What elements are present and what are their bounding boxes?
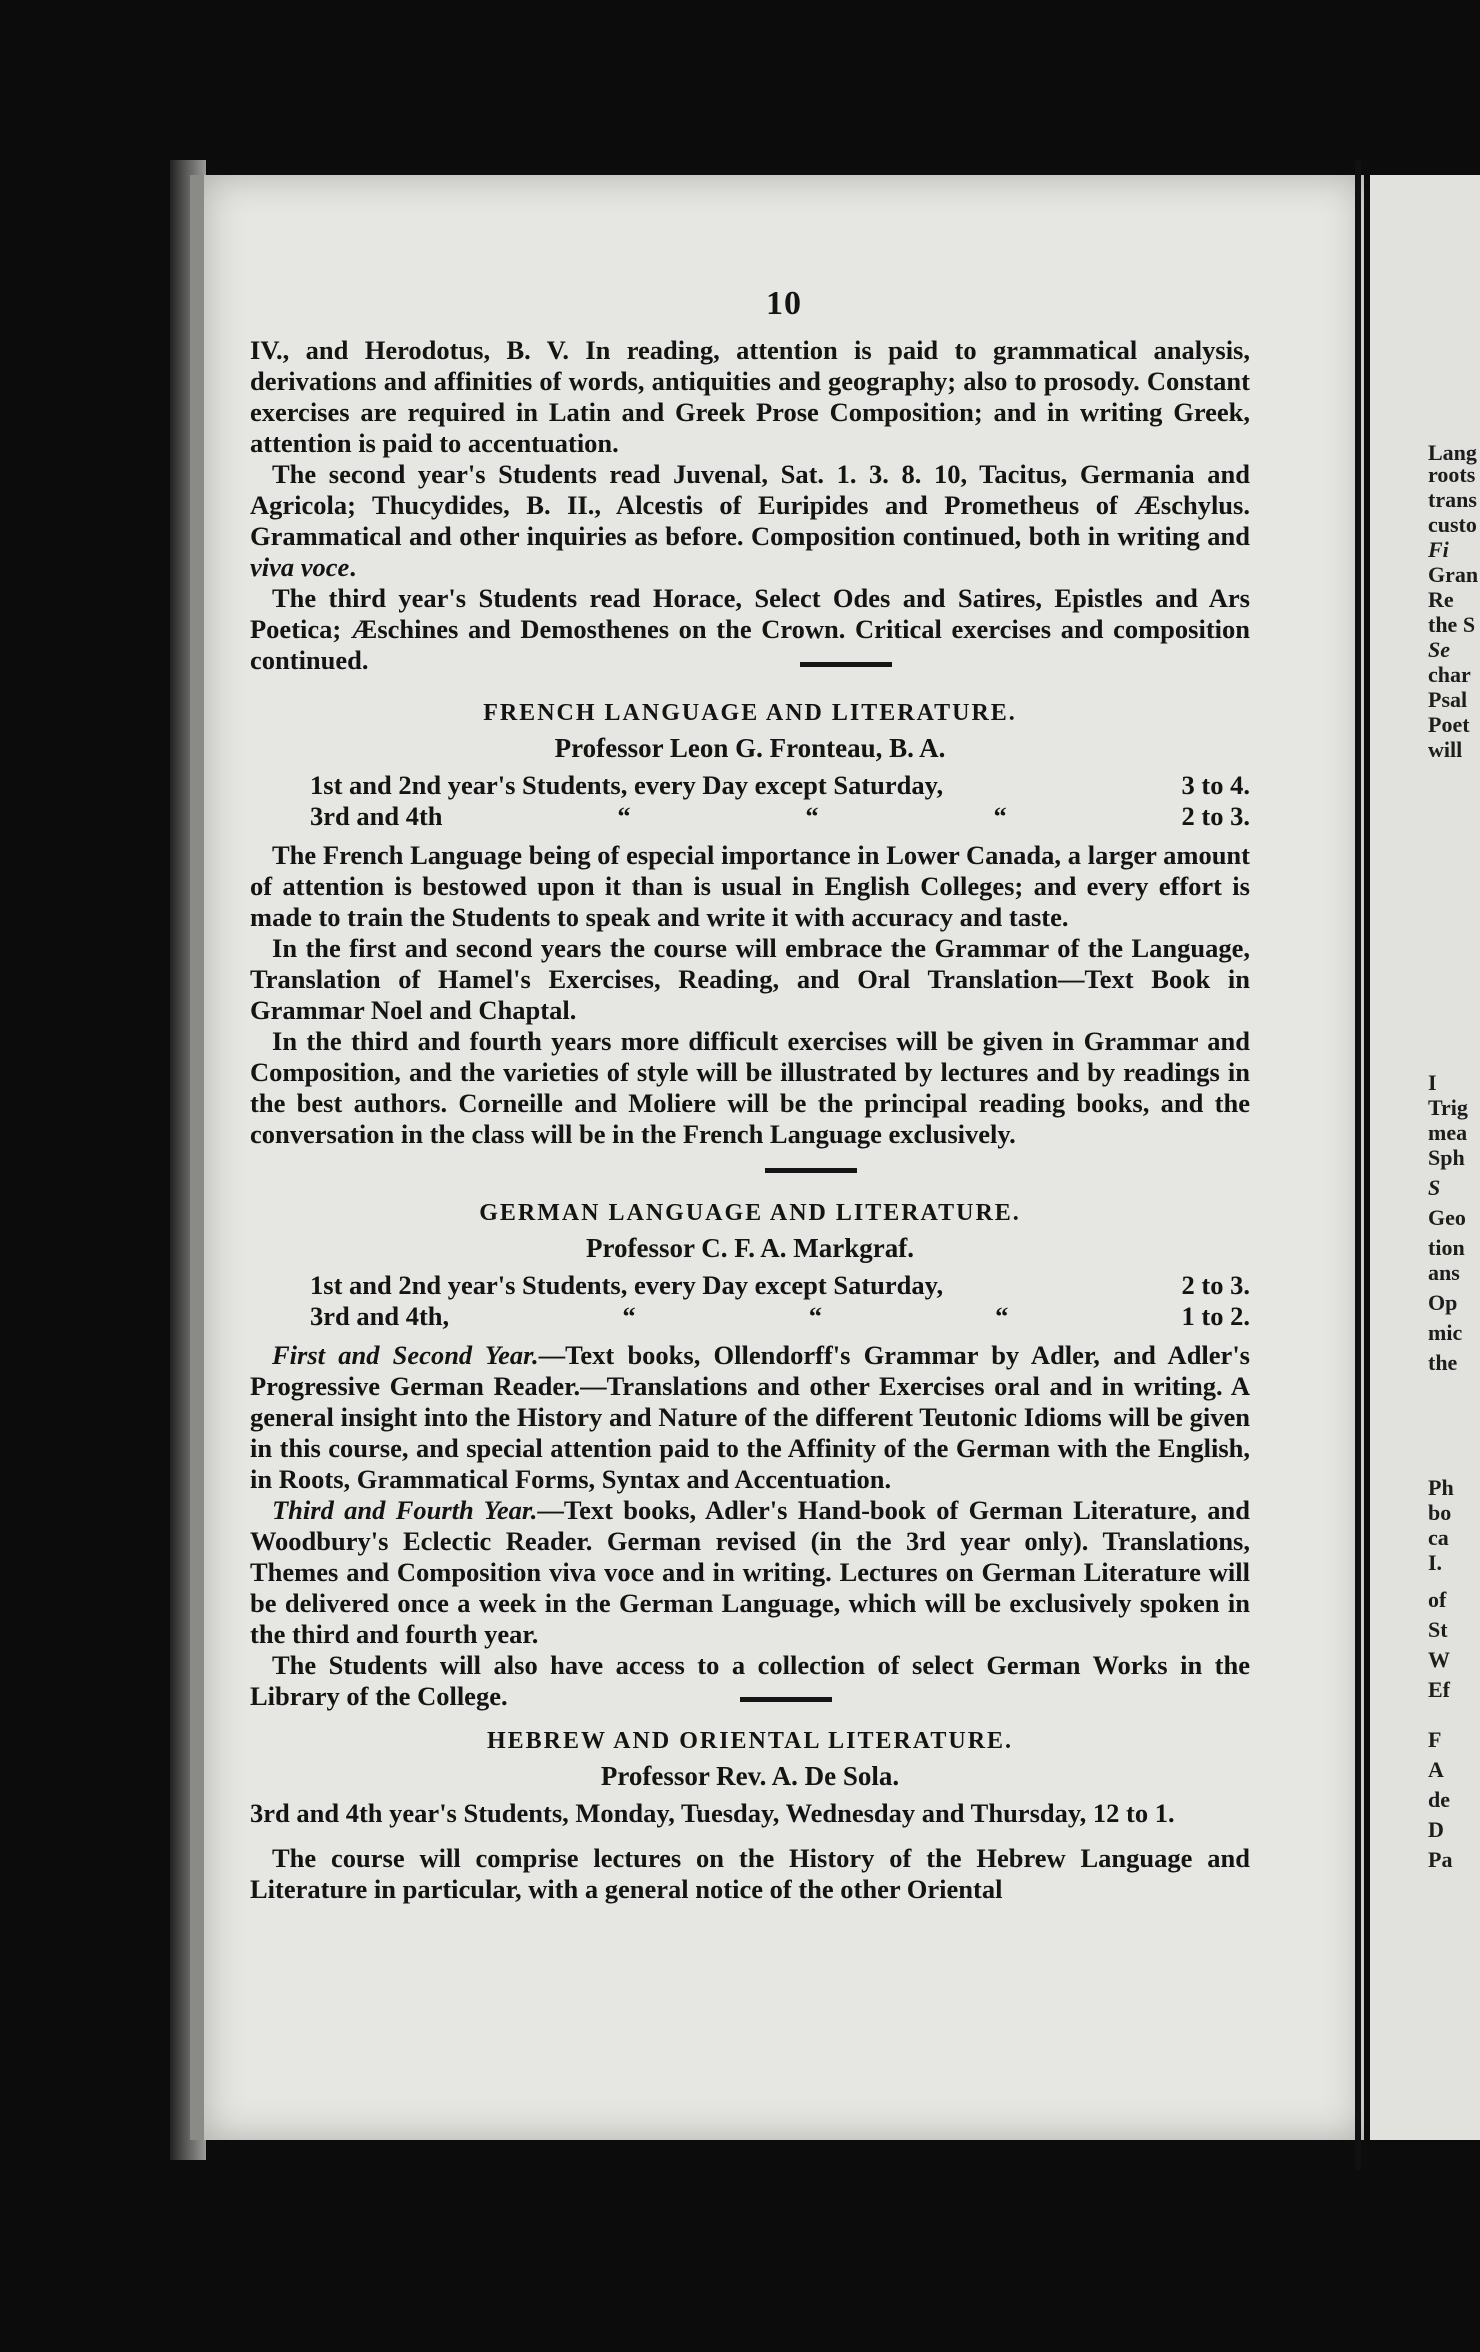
adjacent-page-strip xyxy=(1370,175,1480,2140)
adjacent-page-fragment: D xyxy=(1428,1817,1444,1842)
adjacent-page-fragment: de xyxy=(1428,1787,1450,1812)
schedule-time: 1 to 2. xyxy=(1181,1301,1250,1331)
adjacent-page-fragment: I xyxy=(1428,1070,1437,1095)
adjacent-page-fragment: will xyxy=(1428,737,1463,762)
adjacent-page-fragment: Fi xyxy=(1428,537,1449,562)
adjacent-page-fragment: Re xyxy=(1428,587,1454,612)
french-schedule-row-2 xyxy=(250,801,1250,832)
adjacent-page-fragment: tion xyxy=(1428,1235,1465,1260)
german-first-second-year xyxy=(250,1340,1250,1495)
adjacent-page-fragment: char xyxy=(1428,662,1471,687)
adjacent-page-fragment: custo xyxy=(1428,512,1477,537)
ditto-mark: “ xyxy=(622,1301,636,1331)
page-edge xyxy=(1355,160,1361,2170)
german-third-text: —Text books, Adler's Hand-book of German Literature, and Woodbury's Eclectic Reader. German revised (in the 3rd year only). Translations, Themes and Composition viva voce and in writing. Lectures on German Literature will be delivered once a week in the German Language, which will be exclusively spoken in the third and fourth year. xyxy=(250,1495,1250,1649)
classics-continuation xyxy=(250,335,1250,676)
adjacent-page-fragment: F xyxy=(1428,1727,1442,1752)
adjacent-page-fragment: W xyxy=(1428,1647,1450,1672)
french-heading: FRENCH LANGUAGE AND LITERATURE. xyxy=(483,700,1017,726)
adjacent-page-fragment: A xyxy=(1428,1757,1444,1782)
adjacent-page-fragment: ca xyxy=(1428,1525,1449,1550)
ditto-mark: “ xyxy=(993,801,1007,831)
adjacent-page-fragment: I. xyxy=(1428,1550,1443,1575)
german-heading: GERMAN LANGUAGE AND LITERATURE. xyxy=(479,1200,1021,1226)
ditto-mark: “ xyxy=(805,801,819,831)
hebrew-schedule: 3rd and 4th year's Students, Monday, Tuesday, Wednesday and Thursday, 12 to 1. xyxy=(250,1798,1175,1828)
section-divider xyxy=(740,1697,832,1702)
german-schedule xyxy=(250,1270,1250,1332)
adjacent-page-fragment: Lang xyxy=(1428,440,1477,465)
adjacent-page-fragment: mic xyxy=(1428,1320,1463,1345)
adjacent-page-fragment: trans xyxy=(1428,487,1477,512)
adjacent-page-fragment: Gran xyxy=(1428,562,1479,587)
adjacent-page-fragment: Se xyxy=(1428,637,1450,662)
hebrew-heading: HEBREW AND ORIENTAL LITERATURE. xyxy=(486,1728,1014,1754)
adjacent-page-fragment: S xyxy=(1428,1175,1441,1200)
page-number: 10 xyxy=(766,285,802,322)
french-schedule-row-1 xyxy=(250,770,1250,801)
german-section xyxy=(250,1200,1250,1712)
section-divider xyxy=(765,1168,857,1173)
german-schedule-row-1 xyxy=(250,1270,1250,1301)
adjacent-page-fragment: Pa xyxy=(1428,1847,1453,1872)
german-schedule-row-2 xyxy=(250,1301,1250,1332)
german-third-fourth-year xyxy=(250,1495,1250,1650)
ditto-mark: “ xyxy=(808,1301,822,1331)
schedule-students: 1st and 2nd year's Students, every Day except Saturday, xyxy=(310,1270,944,1300)
adjacent-page-fragment: the xyxy=(1428,1350,1458,1375)
adjacent-page-fragment: Psal xyxy=(1428,687,1468,712)
schedule-time: 2 to 3. xyxy=(1181,1270,1250,1300)
classics-paragraph-1: IV., and Herodotus, B. V. In reading, attention is paid to grammatical analysis, derivations and affinities of words, antiquities and geography; also to prosody. Constant exercises are required in Latin and Greek Prose Composition; and in writing Greek, attention is paid to accentuation. xyxy=(250,335,1250,458)
hebrew-professor: Professor Rev. A. De Sola. xyxy=(600,1761,900,1791)
adjacent-page-fragment: Ph xyxy=(1428,1475,1454,1500)
adjacent-page-fragment: the S xyxy=(1428,612,1476,637)
german-first-label: First and Second Year. xyxy=(272,1340,539,1370)
german-first-text: —Text books, Ollendorff's Grammar by Adler, and Adler's Progressive German Reader.—Translations and other Exercises oral and in writing. A general insight into the History and Nature of the different Teutonic Idioms will be given in this course, and special attention paid to the Affinity of the German with the English, in Roots, Grammatical Forms, Syntax and Accentuation. xyxy=(250,1340,1250,1494)
french-schedule xyxy=(250,770,1250,832)
schedule-students: 1st and 2nd year's Students, every Day except Saturday, xyxy=(310,770,944,800)
ditto-mark: “ xyxy=(617,801,631,831)
adjacent-page-fragment: Op xyxy=(1428,1290,1458,1315)
schedule-time: 2 to 3. xyxy=(1181,801,1250,831)
adjacent-page-fragment: bo xyxy=(1428,1500,1452,1525)
adjacent-page-fragment: Geo xyxy=(1428,1205,1466,1230)
classics-paragraph-2: The second year's Students read Juvenal, Sat. 1. 3. 8. 10, Tacitus, Germania and Agricola; Thucydides, B. II., Alcestis of Euripides and Prometheus of Æschylus. Grammatical and other inquiries as before. Composition continued, both in writing and viva voce. xyxy=(250,459,1250,582)
schedule-students: 3rd and 4th, xyxy=(310,1301,450,1331)
adjacent-page-fragment: Trig xyxy=(1428,1095,1468,1120)
adjacent-page-fragment: ans xyxy=(1428,1260,1460,1285)
classics-paragraph-3: The third year's Students read Horace, Select Odes and Satires, Epistles and Ars Poetica; Æschines and Demosthenes on the Crown. Critical exercises and composition continued. xyxy=(250,583,1250,675)
hebrew-section xyxy=(250,1728,1250,1905)
french-paragraph-3: In the third and fourth years more difficult exercises will be given in Grammar and Composition, and the varieties of style will be illustrated by lectures and by readings in the best authors. Corneille and Moliere will be the principal reading books, and the conversation in the class will be in the French Language exclusively. xyxy=(250,1026,1250,1149)
adjacent-page-fragment: Ef xyxy=(1428,1677,1450,1702)
adjacent-page-fragment: of xyxy=(1428,1587,1447,1612)
schedule-time: 3 to 4. xyxy=(1181,770,1250,800)
french-paragraph-2: In the first and second years the course will embrace the Grammar of the Language, Translation of Hamel's Exercises, Reading, and Oral Translation—Text Book in Grammar Noel and Chaptal. xyxy=(250,933,1250,1025)
adjacent-page-fragment: roots xyxy=(1428,462,1476,487)
adjacent-page-fragment: St xyxy=(1428,1617,1448,1642)
section-divider xyxy=(800,662,892,667)
german-third-label: Third and Fourth Year. xyxy=(272,1495,538,1525)
schedule-students: 3rd and 4th xyxy=(310,801,443,831)
adjacent-page-fragment: mea xyxy=(1428,1120,1468,1145)
hebrew-paragraph: The course will comprise lectures on the History of the Hebrew Language and Literature in particular, with a general notice of the other Oriental xyxy=(250,1843,1250,1904)
adjacent-page-fragment: Sph xyxy=(1428,1145,1465,1170)
ditto-mark: “ xyxy=(995,1301,1009,1331)
adjacent-page-fragment: Poet xyxy=(1428,712,1470,737)
french-paragraph-1: The French Language being of especial importance in Lower Canada, a larger amount of attention is bestowed upon it than is usual in English Colleges; and every effort is made to train the Students to speak and write it with accuracy and taste. xyxy=(250,840,1250,932)
german-library-note: The Students will also have access to a collection of select German Works in the Library of the College. xyxy=(250,1650,1250,1711)
french-professor: Professor Leon G. Fronteau, B. A. xyxy=(554,733,946,763)
french-section xyxy=(250,700,1250,1150)
german-professor: Professor C. F. A. Markgraf. xyxy=(586,1233,914,1263)
